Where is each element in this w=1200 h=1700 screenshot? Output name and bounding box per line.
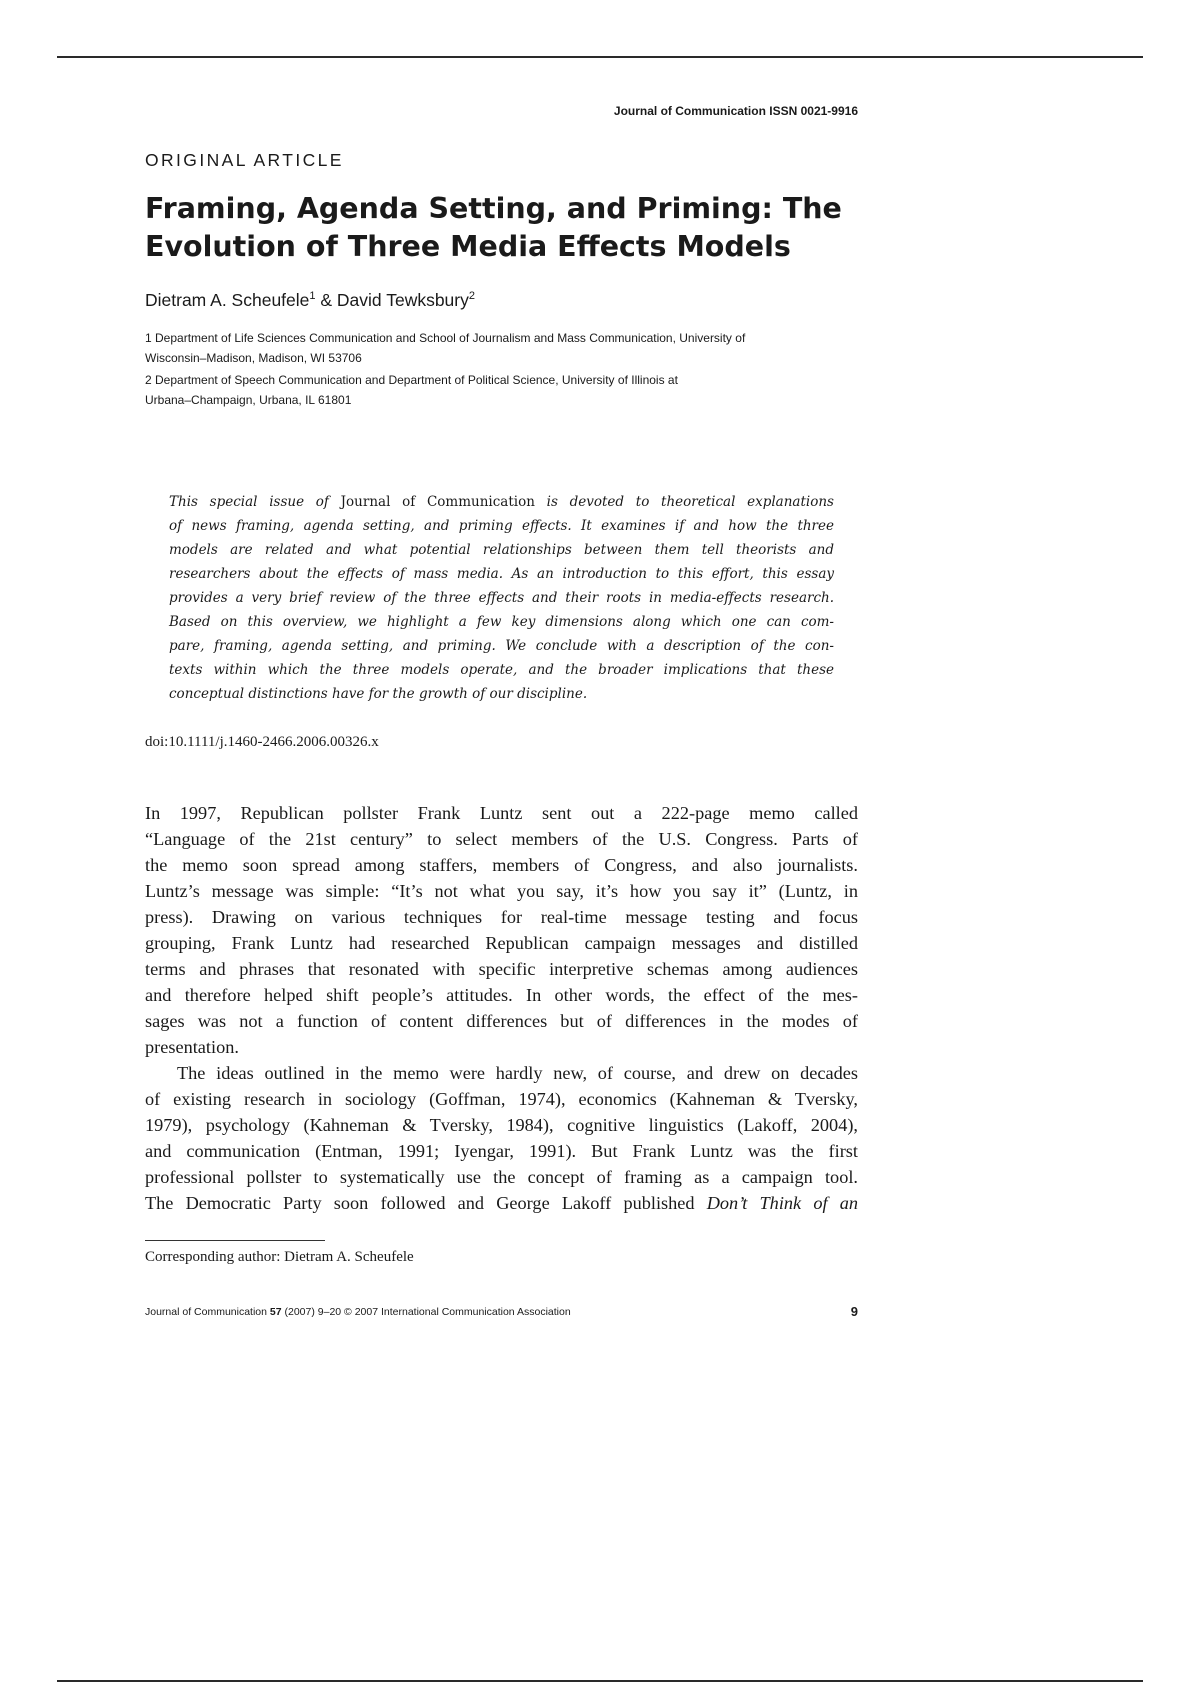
author-name: Dietram A. Scheufele (145, 290, 310, 310)
author-name: David Tewksbury (336, 290, 469, 310)
book-title: Don’t Think of an (706, 1193, 859, 1213)
body-line: the memo soon spread among staffers, members of Congress, and also journalists. (145, 855, 858, 875)
abstract-line: provides a very brief review of the three effects and their roots in media-effects research. (169, 590, 834, 606)
page-footer: Journal of Communication 57 (2007) 9–20 © 2007 International Communication Association (145, 1306, 571, 1318)
abstract-line: This special issue of Journal of Communication is devoted to theoretical explanations (169, 494, 834, 510)
abstract-line: models are related and what potential relationships between them tell theorists and (169, 542, 834, 558)
author-list (145, 290, 475, 311)
page-number: 9 (850, 1304, 858, 1319)
body-line: 1979), psychology (Kahneman & Tversky, 1984), cognitive linguistics (Lakoff, 2004), (145, 1115, 858, 1135)
corresponding-author-note: Corresponding author: Dietram A. Scheufele (145, 1249, 414, 1265)
affiliation-marker: 1 (309, 290, 316, 303)
abstract-line: pare, framing, agenda setting, and priming. We conclude with a description of the con- (169, 638, 834, 654)
bottom-rule (57, 1680, 1143, 1682)
affiliation-line: 1 Department of Life Sciences Communication and School of Journalism and Mass Communication, University of (145, 331, 746, 345)
body-line: Luntz’s message was simple: “It’s not what you say, it’s how you say it” (Luntz, in (145, 881, 858, 901)
footnote-rule (145, 1240, 325, 1241)
article-type-label: ORIGINAL ARTICLE (145, 150, 344, 170)
body-line: “Language of the 21st century” to select members of the U.S. Congress. Parts of (145, 829, 858, 849)
abstract (169, 490, 834, 706)
body-line: terms and phrases that resonated with specific interpretive schemas among audiences (145, 959, 858, 979)
affiliation-line: 2 Department of Speech Communication and Department of Political Science, University of Illinois at (145, 373, 678, 387)
abstract-line: of news framing, agenda setting, and priming effects. It examines if and how the three (169, 518, 834, 534)
abstract-line: Based on this overview, we highlight a few key dimensions along which one can com- (169, 614, 834, 630)
body-line: In 1997, Republican pollster Frank Luntz sent out a 222-page memo called (145, 803, 858, 823)
affiliation-line: Urbana–Champaign, Urbana, IL 61801 (145, 393, 352, 407)
body-line: presentation. (145, 1037, 239, 1057)
journal-issn-header: Journal of Communication ISSN 0021-9916 (613, 104, 858, 118)
body-line: The Democratic Party soon followed and George Lakoff published Don’t Think of an (145, 1193, 859, 1213)
title-line: Framing, Agenda Setting, and Priming: The (145, 192, 842, 225)
abstract-line: conceptual distinctions have for the growth of our discipline. (169, 686, 588, 702)
article-title (145, 190, 858, 266)
body-line: and communication (Entman, 1991; Iyengar, 1991). But Frank Luntz was the first (145, 1141, 858, 1161)
body-line: The ideas outlined in the memo were hardly new, of course, and drew on decades (177, 1063, 858, 1083)
body-line: of existing research in sociology (Goffman, 1974), economics (Kahneman & Tversky, (145, 1089, 858, 1109)
journal-name: Journal of Communication (340, 494, 535, 510)
affiliation-marker: 2 (468, 290, 475, 303)
title-line: Evolution of Three Media Effects Models (145, 230, 791, 263)
affiliation-1 (145, 328, 858, 368)
volume-number: 57 (269, 1306, 282, 1318)
body-line: press). Drawing on various techniques for real-time message testing and focus (145, 907, 858, 927)
author-separator: & (315, 290, 337, 310)
affiliation-line: Wisconsin–Madison, Madison, WI 53706 (145, 351, 362, 365)
body-line: professional pollster to systematically use the concept of framing as a campaign tool. (145, 1167, 858, 1187)
abstract-line: texts within which the three models operate, and the broader implications that these (169, 662, 834, 678)
body-line: and therefore helped shift people’s attitudes. In other words, the effect of the mes- (145, 985, 858, 1005)
doi-link[interactable]: doi:10.1111/j.1460-2466.2006.00326.x (145, 734, 379, 750)
body-text (145, 800, 858, 1216)
body-line: sages was not a function of content differences but of differences in the modes of (145, 1011, 858, 1031)
affiliation-2 (145, 370, 858, 410)
body-line: grouping, Frank Luntz had researched Republican campaign messages and distilled (145, 933, 858, 953)
abstract-line: researchers about the effects of mass media. As an introduction to this effort, this essay (169, 566, 834, 582)
top-rule (57, 56, 1143, 58)
